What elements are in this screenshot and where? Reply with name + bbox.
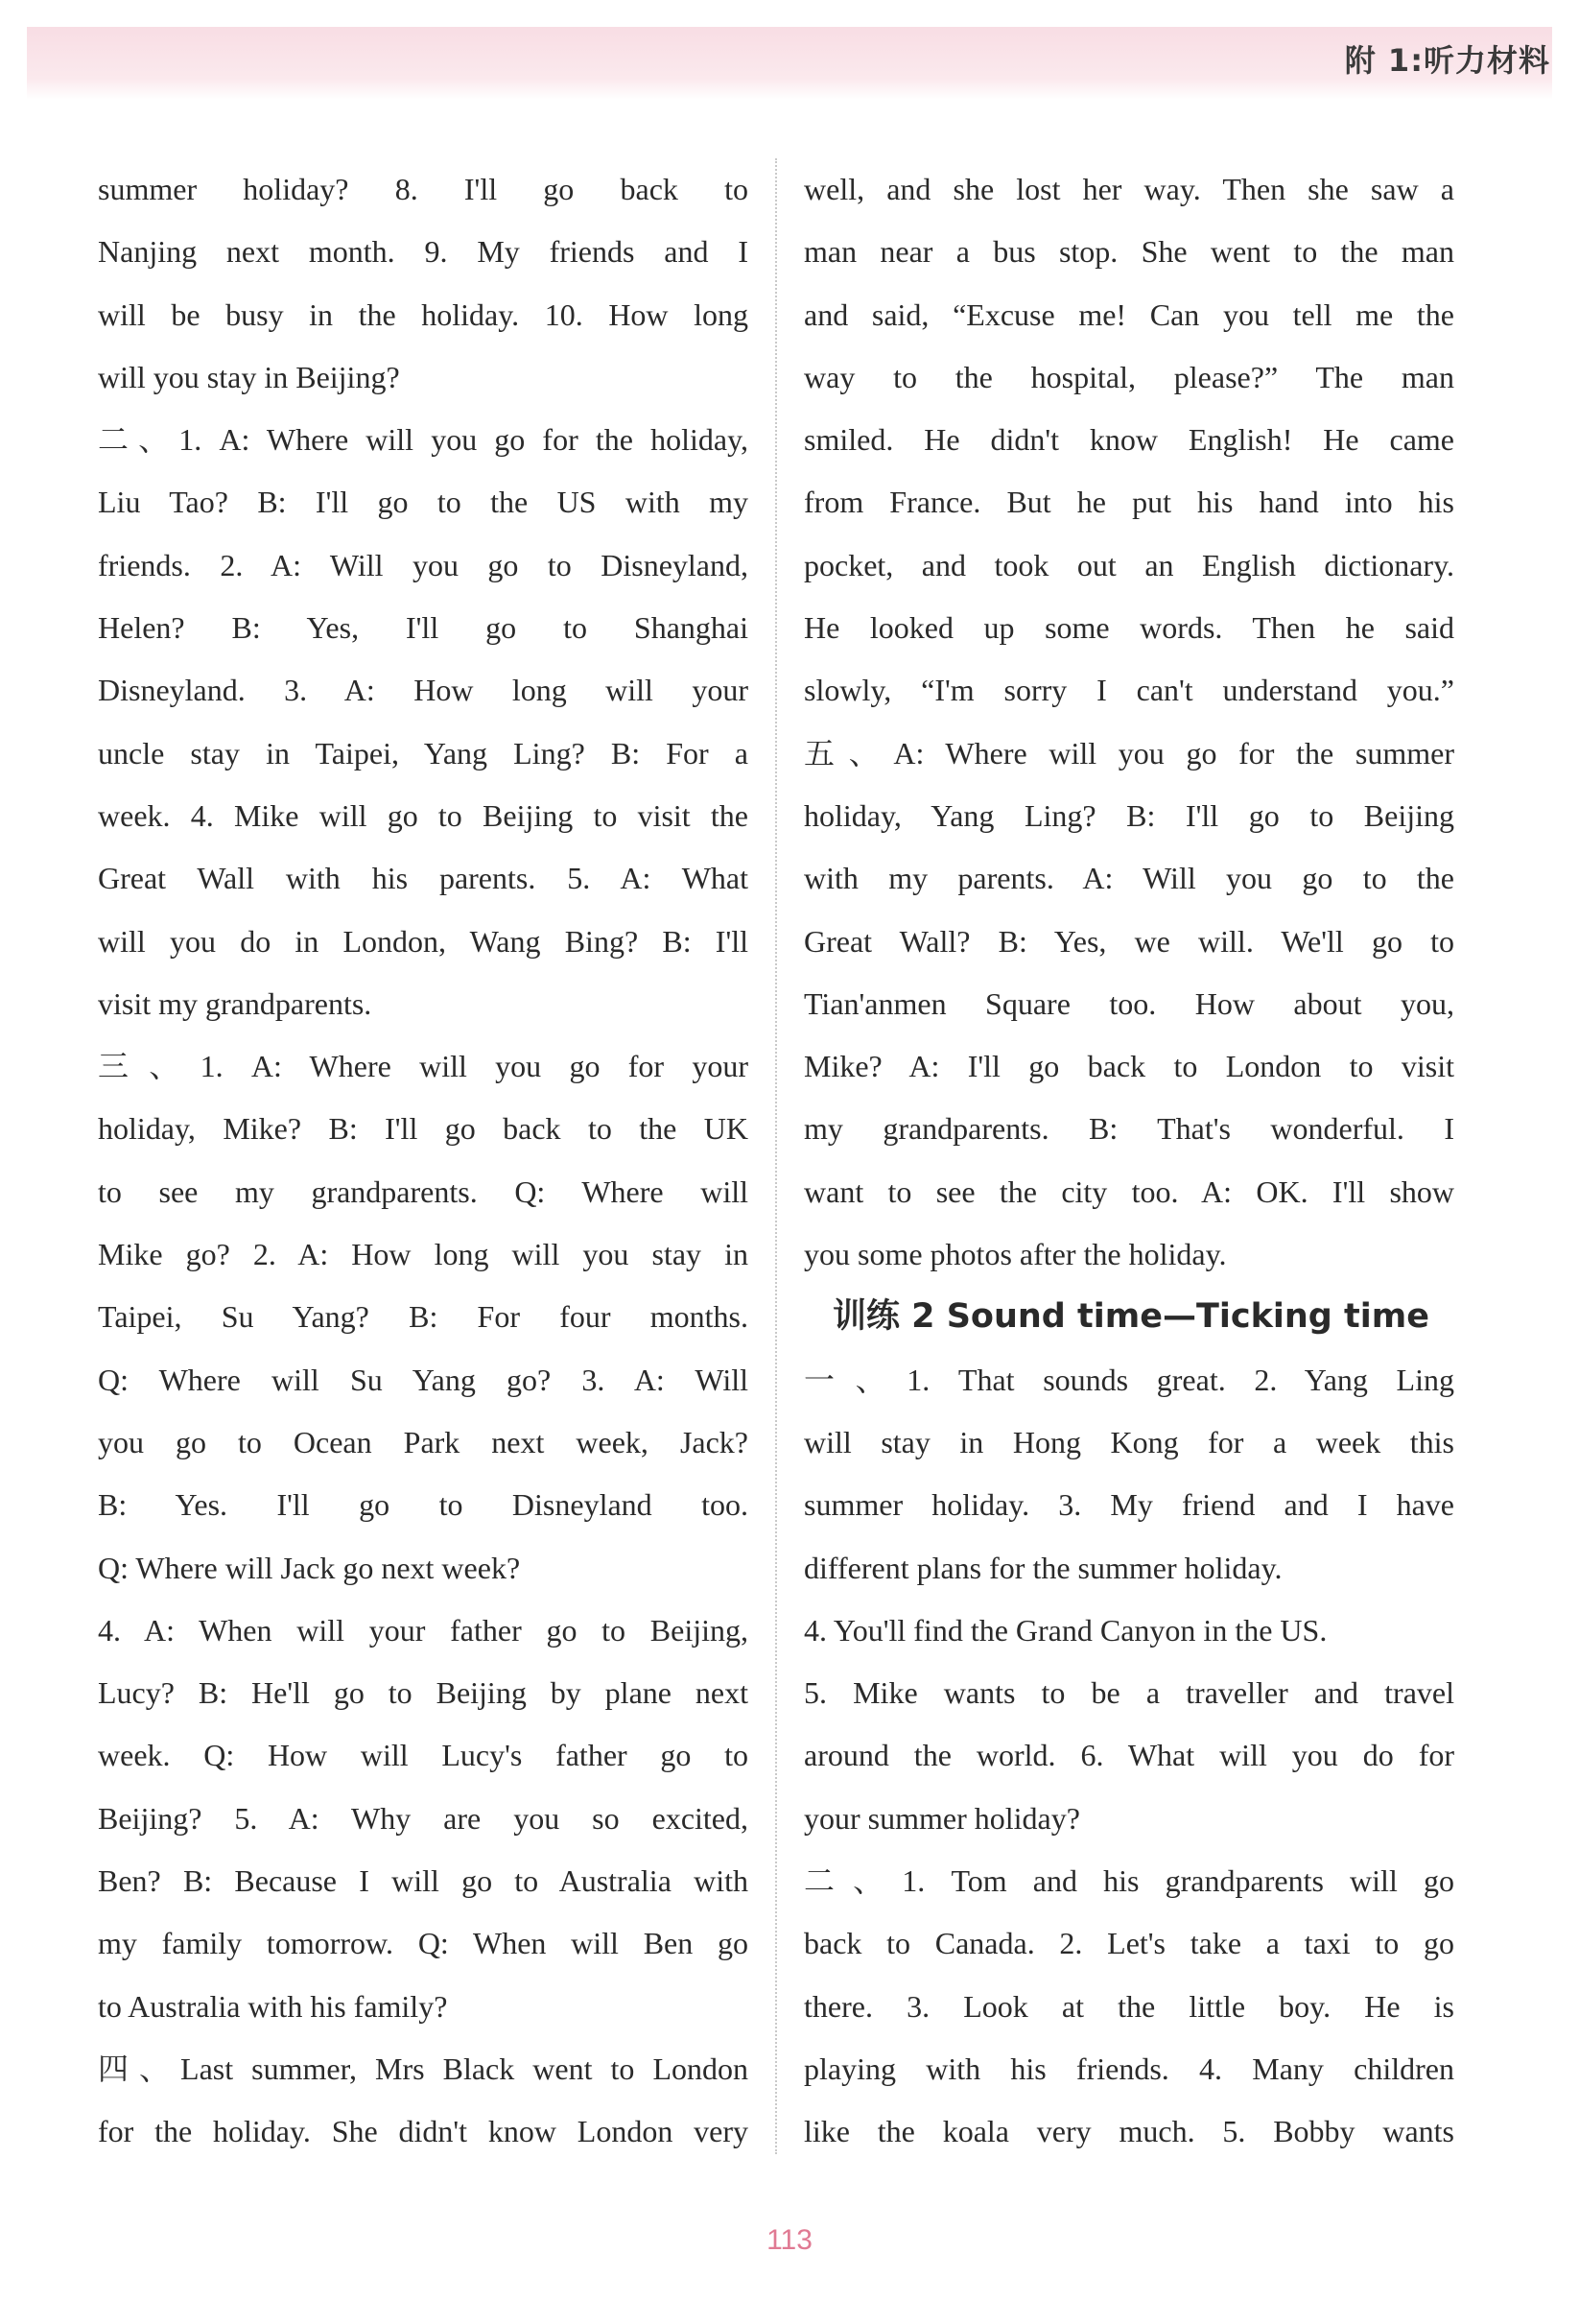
text-line: holiday, Mike? B: I'll go back to the UK [98, 1111, 748, 1147]
text-line: Helen? B: Yes, I'll go to Shanghai [98, 610, 748, 646]
text-line: 三、1. A: Where will you go for your [98, 1049, 748, 1084]
text-line: slowly, “I'm sorry I can't understand you.” [804, 673, 1454, 708]
right-column [804, 158, 1454, 2164]
text-line: He looked up some words. Then he said [804, 610, 1454, 646]
header-band [27, 27, 1552, 100]
text-line: friends. 2. A: Will you go to Disneyland, [98, 547, 748, 582]
text-line: will you stay in Beijing? [98, 359, 400, 394]
text-line: well, and she lost her way. Then she saw a [804, 172, 1454, 206]
text-line: Q: Where will Su Yang go? 3. A: Will [98, 1362, 748, 1397]
text-line: Q: Where will Jack go next week? [98, 1550, 521, 1585]
text-line: 4. A: When will your father go to Beijing, [98, 1612, 748, 1648]
page-number: 113 [766, 2224, 813, 2256]
text-line: you some photos after the holiday. [804, 1237, 1227, 1272]
text-line: from France. But he put his hand into his [804, 485, 1454, 520]
text-line: you go to Ocean Park next week, Jack? [98, 1424, 748, 1459]
text-line: there. 3. Look at the little boy. He is [804, 1988, 1454, 2024]
text-line: different plans for the summer holiday. [804, 1550, 1283, 1585]
text-line: 五、A: Where will you go for the summer [804, 735, 1454, 771]
text-line: Beijing? 5. A: Why are you so excited, [98, 1800, 748, 1836]
text-line: Disneyland. 3. A: How long will your [98, 673, 748, 708]
text-line: will stay in Hong Kong for a week this [804, 1424, 1454, 1459]
column-divider [775, 158, 777, 2154]
text-line: Taipei, Su Yang? B: For four months. [98, 1299, 748, 1335]
text-line: Mike go? 2. A: How long will you stay in [98, 1237, 748, 1272]
text-line: man near a bus stop. She went to the man [804, 234, 1454, 270]
text-line: like the koala very much. 5. Bobby wants [804, 2114, 1454, 2149]
text-line: 4. You'll find the Grand Canyon in the US. [804, 1612, 1328, 1648]
text-line: playing with his friends. 4. Many children [804, 2051, 1454, 2086]
text-line: 四、Last summer, Mrs Black went to London [98, 2051, 748, 2086]
text-line: to see my grandparents. Q: Where will [98, 1174, 748, 1209]
text-line: with my parents. A: Will you go to the [804, 861, 1454, 896]
text-line: Mike? A: I'll go back to London to visit [804, 1049, 1454, 1084]
text-line: Great Wall with his parents. 5. A: What [98, 861, 748, 896]
text-line: your summer holiday? [804, 1800, 1080, 1836]
text-line: 二、1. A: Where will you go for the holiday, [98, 422, 748, 458]
text-line: Ben? B: Because I will go to Australia with [98, 1863, 748, 1899]
text-line: my family tomorrow. Q: When will Ben go [98, 1926, 748, 1961]
text-line: will you do in London, Wang Bing? B: I'll [98, 923, 748, 959]
text-line: smiled. He didn't know English! He came [804, 422, 1454, 458]
text-line: Liu Tao? B: I'll go to the US with my [98, 485, 748, 520]
text-line: back to Canada. 2. Let's take a taxi to go [804, 1926, 1454, 1961]
text-line: summer holiday. 3. My friend and I have [804, 1487, 1454, 1523]
text-line: for the holiday. She didn't know London very [98, 2114, 748, 2149]
text-line: and said, “Excuse me! Can you tell me the [804, 296, 1454, 332]
text-line: way to the hospital, please?” The man [804, 359, 1454, 394]
text-line: holiday, Yang Ling? B: I'll go to Beijing [804, 797, 1454, 833]
text-line: Tian'anmen Square too. How about you, [804, 985, 1454, 1021]
text-line: Nanjing next month. 9. My friends and I [98, 234, 748, 270]
text-line: Great Wall? B: Yes, we will. We'll go to [804, 923, 1454, 959]
text-line: Lucy? B: He'll go to Beijing by plane next [98, 1675, 748, 1711]
text-line: 二、1. Tom and his grandparents will go [804, 1863, 1454, 1899]
text-line: week. Q: How will Lucy's father go to [98, 1738, 748, 1773]
text-line: summer holiday? 8. I'll go back to [98, 172, 748, 206]
section-title: 附 1:听力材料 [1344, 42, 1550, 79]
left-column [98, 158, 748, 2164]
text-line: around the world. 6. What will you do for [804, 1738, 1454, 1773]
text-line: uncle stay in Taipei, Yang Ling? B: For a [98, 735, 748, 771]
text-line: to Australia with his family? [98, 1988, 448, 2024]
text-line: visit my grandparents. [98, 985, 372, 1021]
text-line: 一、1. That sounds great. 2. Yang Ling [804, 1362, 1454, 1397]
text-line: B: Yes. I'll go to Disneyland too. [98, 1487, 748, 1523]
text-line: my grandparents. B: That's wonderful. I [804, 1111, 1454, 1147]
text-line: will be busy in the holiday. 10. How long [98, 296, 748, 332]
text-line: week. 4. Mike will go to Beijing to visit the [98, 797, 748, 833]
text-line: want to see the city too. A: OK. I'll show [804, 1174, 1454, 1209]
text-line: pocket, and took out an English dictionary. [804, 547, 1454, 582]
section-heading: 训练 2 Sound time—Ticking time [833, 1297, 1429, 1337]
text-line: 5. Mike wants to be a traveller and travel [804, 1675, 1454, 1711]
